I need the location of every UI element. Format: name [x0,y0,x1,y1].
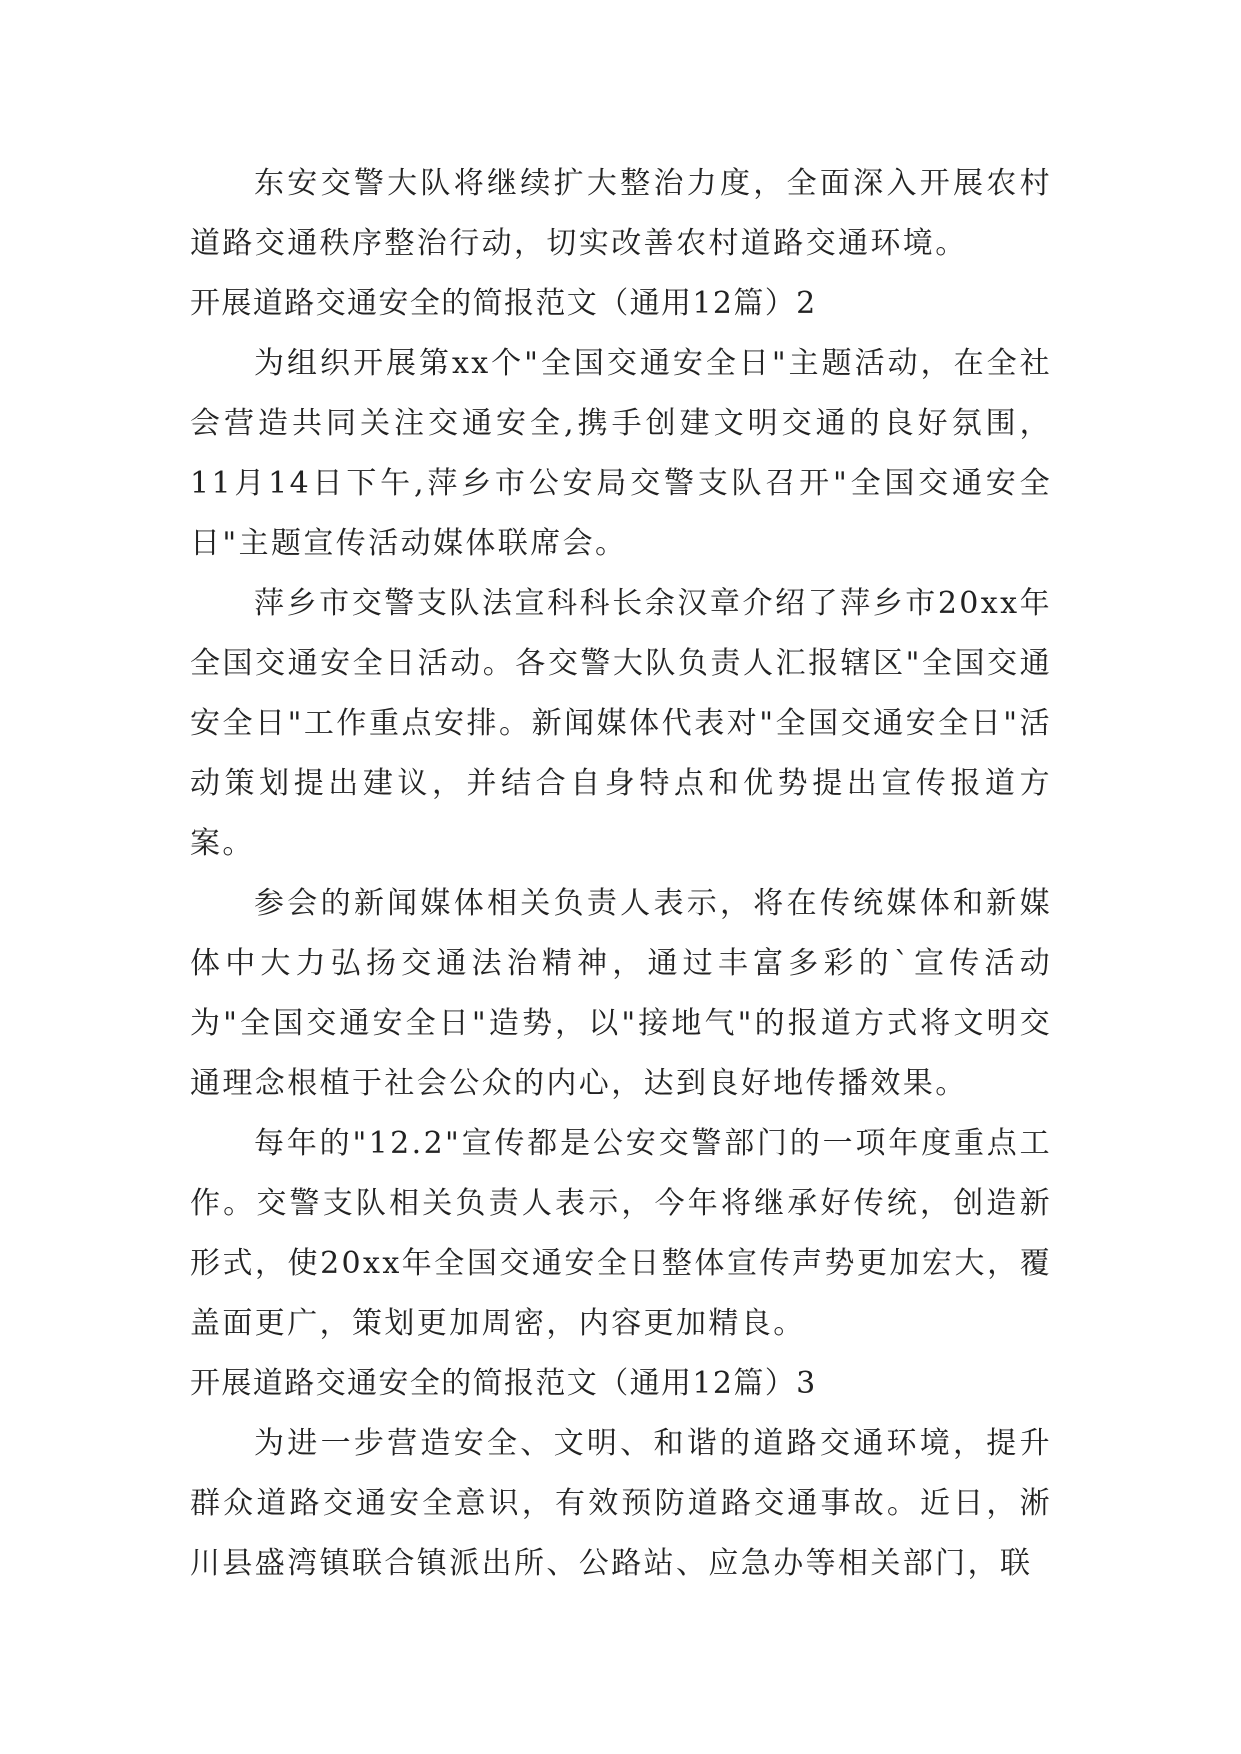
section-heading-2: 开展道路交通安全的简报范文（通用12篇）2 [190,286,817,321]
document-body [190,154,1052,1594]
paragraph-media-response: 参会的新闻媒体相关负责人表示，将在传统媒体和新媒体中大力弘扬交通法治精神，通过丰富多彩的`宣传活动为"全国交通安全日"造势，以"接地气"的报道方式将文明交通理念根植于社会公众的内心，达到良好地传播效果。 [190,886,1052,1101]
paragraph-closing-report-1: 东安交警大队将继续扩大整治力度，全面深入开展农村道路交通秩序整治行动，切实改善农村道路交通环境。 [190,166,1052,261]
paragraph-activity-introduction: 萍乡市交警支队法宣科科长余汉章介绍了萍乡市20xx年全国交通安全日活动。各交警大队负责人汇报辖区"全国交通安全日"工作重点安排。新闻媒体代表对"全国交通安全日"活动策划提出建议，并结合自身特点和优势提出宣传报道方案。 [190,586,1052,861]
paragraph-annual-publicity: 每年的"12.2"宣传都是公安交警部门的一项年度重点工作。交警支队相关负责人表示，今年将继承好传统，创造新形式，使20xx年全国交通安全日整体宣传声势更加宏大，覆盖面更广，策划更加周密，内容更加精良。 [190,1126,1052,1341]
paragraph-intro-report-3: 为进一步营造安全、文明、和谐的道路交通环境，提升群众道路交通安全意识，有效预防道路交通事故。近日，淅川县盛湾镇联合镇派出所、公路站、应急办等相关部门，联 [190,1426,1052,1581]
paragraph-intro-report-2: 为组织开展第xx个"全国交通安全日"主题活动，在全社会营造共同关注交通安全,携手创建文明交通的良好氛围，11月14日下午,萍乡市公安局交警支队召开"全国交通安全日"主题宣传活动媒体联席会。 [190,346,1052,561]
section-heading-3: 开展道路交通安全的简报范文（通用12篇）3 [190,1366,817,1401]
